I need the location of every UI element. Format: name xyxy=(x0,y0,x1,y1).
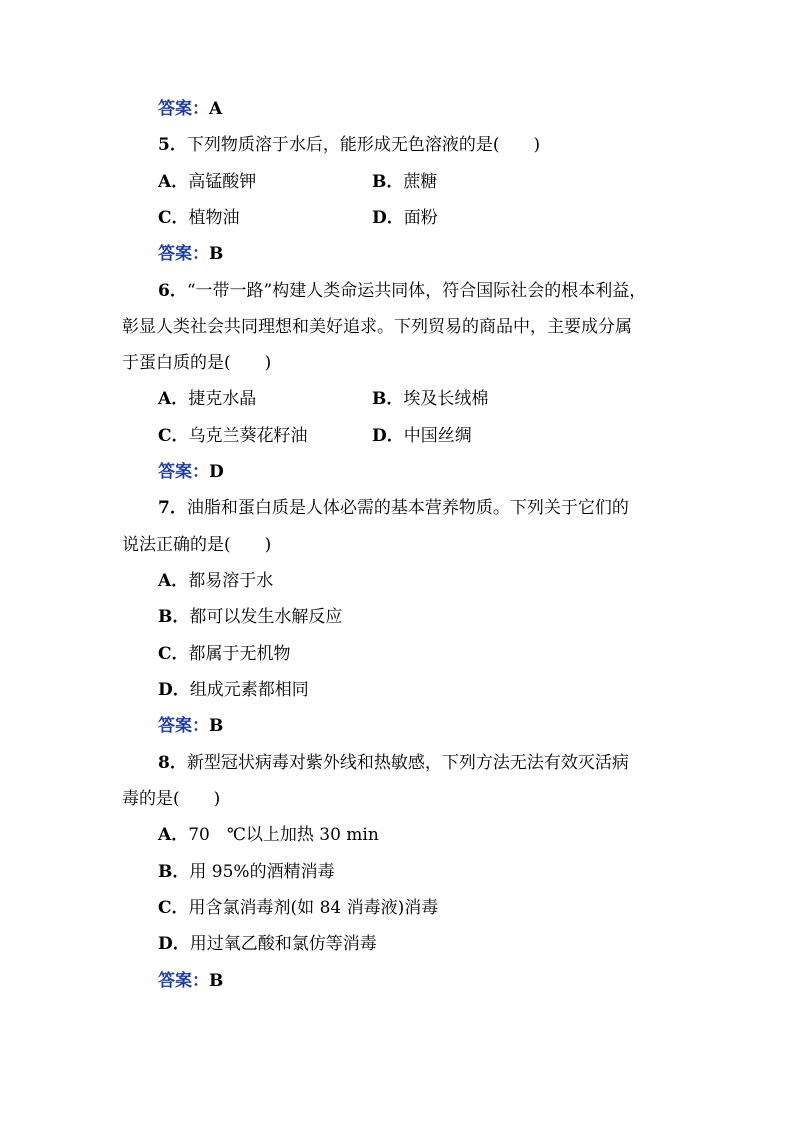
question-text: 油脂和蛋白质是人体必需的基本营养物质。下列关于它们的 xyxy=(186,498,629,518)
question-6-option-d: D．中国丝绸 xyxy=(372,426,472,446)
answer-label: 答案： xyxy=(158,99,209,119)
option-a: A．高锰酸钾 xyxy=(158,172,257,192)
answer-line-q5 xyxy=(158,242,223,266)
question-8-stem-line-1 xyxy=(158,751,629,775)
question-7-option-d: D．组成元素都相同 xyxy=(158,680,309,700)
answer-line-q6 xyxy=(158,460,224,484)
question-8-option-a: A．70 ℃以上加热 30 min xyxy=(158,825,379,845)
question-number: 8． xyxy=(158,753,187,773)
question-8-option-b: B．用 95%的酒精消毒 xyxy=(158,862,335,882)
question-5-stem xyxy=(158,133,540,157)
question-8-stem-line-2: 毒的是( ) xyxy=(122,789,221,809)
question-number: 5． xyxy=(158,135,187,155)
question-text: “一带一路”构建人类命运共同体，符合国际社会的根本利益， xyxy=(186,281,647,301)
question-6-stem-line-3: 于蛋白质的是( ) xyxy=(122,353,272,373)
answer-value: A xyxy=(209,99,223,119)
answer-value: B xyxy=(209,971,224,991)
question-5-option-d: D．面粉 xyxy=(372,208,438,228)
question-6-option-c: C．乌克兰葵花籽油 xyxy=(158,426,308,446)
question-7-stem-line-2: 说法正确的是( ) xyxy=(122,535,272,555)
question-6-stem-line-1 xyxy=(158,279,646,303)
answer-label: 答案： xyxy=(158,971,209,991)
question-5-option-b: B．蔗糖 xyxy=(372,172,438,192)
question-7-option-c: C．都属于无机物 xyxy=(158,644,291,664)
answer-value: B xyxy=(209,244,224,264)
question-text: 新型冠状病毒对紫外线和热敏感，下列方法无法有效灭活病 xyxy=(186,753,629,773)
question-7-option-b: B．都可以发生水解反应 xyxy=(158,607,343,627)
question-number: 6． xyxy=(158,281,187,301)
answer-label: 答案： xyxy=(158,716,209,736)
question-5-option-c: C．植物油 xyxy=(158,208,240,228)
question-6-option-b: B．埃及长绒棉 xyxy=(372,389,489,409)
answer-line-q7 xyxy=(158,714,223,738)
answer-label: 答案： xyxy=(158,244,209,264)
answer-value: D xyxy=(209,462,224,482)
answer-line-q4 xyxy=(158,97,222,121)
question-8-option-d: D．用过氧乙酸和氯仿等消毒 xyxy=(158,934,377,954)
question-7-stem-line-1 xyxy=(158,496,629,520)
answer-value: B xyxy=(209,716,224,736)
question-8-option-c: C．用含氯消毒剂(如 84 消毒液)消毒 xyxy=(158,898,439,918)
answer-line-q8 xyxy=(158,969,223,993)
question-7-option-a: A．都易溶于水 xyxy=(158,571,274,591)
question-5-options-row-1 xyxy=(158,170,256,194)
question-number: 7． xyxy=(158,498,187,518)
answer-label: 答案： xyxy=(158,462,209,482)
question-6-stem-line-2: 彰显人类社会共同理想和美好追求。下列贸易的商品中，主要成分属 xyxy=(122,317,632,337)
question-6-option-a: A．捷克水晶 xyxy=(158,389,257,409)
question-text: 下列物质溶于水后，能形成无色溶液的是( ) xyxy=(186,135,541,155)
